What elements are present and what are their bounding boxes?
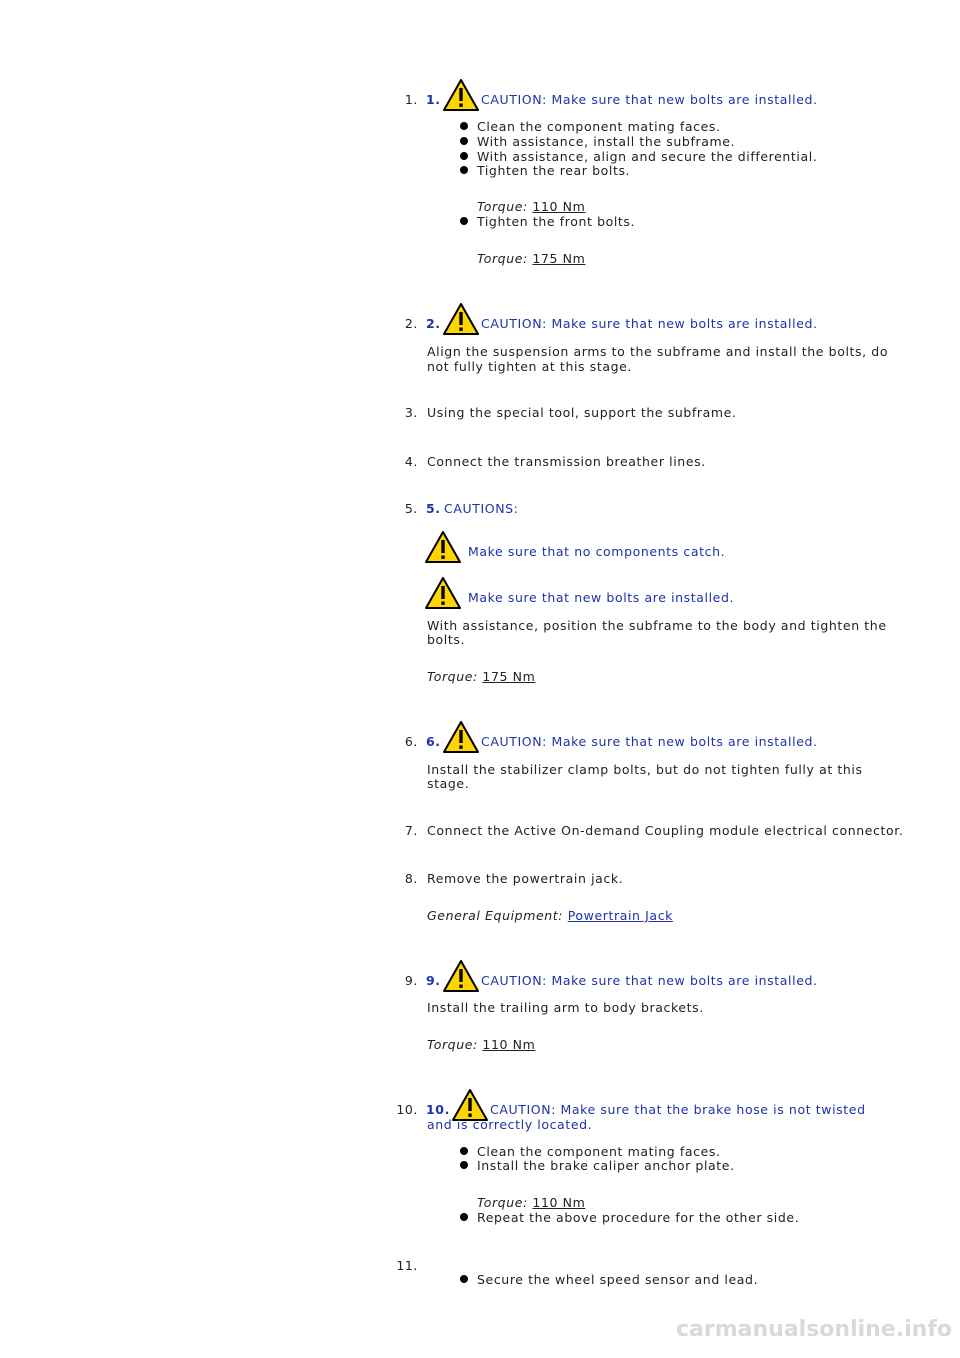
caution-text: CAUTION: Make sure that new bolts are installed. xyxy=(481,92,818,107)
torque-label: Torque: xyxy=(477,1195,528,1210)
torque-label: Torque: xyxy=(427,1037,478,1052)
bullet-item: Repeat the above procedure for the other side. xyxy=(460,1210,799,1225)
torque-value: 110 Nm xyxy=(532,1195,586,1210)
step-text: stage. xyxy=(427,776,470,791)
step-number: 5. xyxy=(404,501,418,516)
step-number: 9. xyxy=(404,973,418,988)
torque-label: Torque: xyxy=(477,199,528,214)
bullet-item: Clean the component mating faces. xyxy=(460,119,721,134)
step-number: 8. xyxy=(404,871,418,886)
step-text: Install the trailing arm to body brackets. xyxy=(427,1000,704,1015)
caution-text: CAUTION: Make sure that new bolts are installed. xyxy=(481,973,818,988)
warning-icon xyxy=(443,79,479,111)
step-label: 5. xyxy=(426,501,441,516)
torque-value: 110 Nm xyxy=(482,1037,536,1052)
step-number: 1. xyxy=(404,92,418,107)
caution-text: CAUTION: Make sure that new bolts are installed. xyxy=(481,316,818,331)
step-label: 2. xyxy=(426,316,441,331)
warning-icon xyxy=(443,960,479,992)
torque-value: 110 Nm xyxy=(532,199,586,214)
bullet-item: With assistance, install the subframe. xyxy=(460,134,735,149)
step-text: Remove the powertrain jack. xyxy=(427,871,624,886)
bullet-item: Install the brake caliper anchor plate. xyxy=(460,1158,735,1173)
step-text: bolts. xyxy=(427,632,466,647)
watermark-text: carmanualsonline.info xyxy=(676,1317,952,1342)
step-number: 10. xyxy=(396,1102,418,1117)
bullet-item: Clean the component mating faces. xyxy=(460,1144,721,1159)
equipment-label: General Equipment: xyxy=(427,908,564,923)
powertrain-jack-link[interactable]: Powertrain Jack xyxy=(567,908,674,923)
cautions-heading: CAUTIONS: xyxy=(444,501,519,516)
bullet-item: Secure the wheel speed sensor and lead. xyxy=(460,1272,758,1287)
bullet-item: Tighten the front bolts. xyxy=(460,214,635,229)
step-number: 3. xyxy=(404,405,418,420)
step-text: Connect the Active On-demand Coupling module electrical connector. xyxy=(427,823,904,838)
step-label: 9. xyxy=(426,973,441,988)
step-label: 10. xyxy=(426,1102,450,1117)
step-label: 1. xyxy=(426,92,441,107)
torque-label: Torque: xyxy=(477,251,528,266)
step-text: With assistance, position the subframe to the body and tighten the xyxy=(427,618,887,633)
caution-text: Make sure that new bolts are installed. xyxy=(468,590,735,605)
step-number: 4. xyxy=(404,454,418,469)
caution-text: CAUTION: Make sure that the brake hose is not twisted xyxy=(490,1102,866,1117)
caution-text: and is correctly located. xyxy=(427,1117,593,1132)
torque-value: 175 Nm xyxy=(482,669,536,684)
caution-text: CAUTION: Make sure that new bolts are installed. xyxy=(481,734,818,749)
torque-label: Torque: xyxy=(427,669,478,684)
warning-icon xyxy=(443,303,479,335)
step-number: 11. xyxy=(396,1258,418,1273)
bullet-item: With assistance, align and secure the differential. xyxy=(460,149,817,164)
step-number: 2. xyxy=(404,316,418,331)
step-number: 6. xyxy=(404,734,418,749)
bullet-item: Tighten the rear bolts. xyxy=(460,163,630,178)
step-text: Connect the transmission breather lines. xyxy=(427,454,706,469)
warning-icon xyxy=(425,577,461,609)
step-label: 6. xyxy=(426,734,441,749)
step-number: 7. xyxy=(404,823,418,838)
step-text: Using the special tool, support the subframe. xyxy=(427,405,737,420)
step-text: Install the stabilizer clamp bolts, but do not tighten fully at this xyxy=(427,762,863,777)
caution-text: Make sure that no components catch. xyxy=(468,544,726,559)
warning-icon xyxy=(443,721,479,753)
torque-value: 175 Nm xyxy=(532,251,586,266)
warning-icon xyxy=(425,531,461,563)
step-text: Align the suspension arms to the subframe and install the bolts, do xyxy=(427,344,889,359)
step-text: not fully tighten at this stage. xyxy=(427,359,632,374)
